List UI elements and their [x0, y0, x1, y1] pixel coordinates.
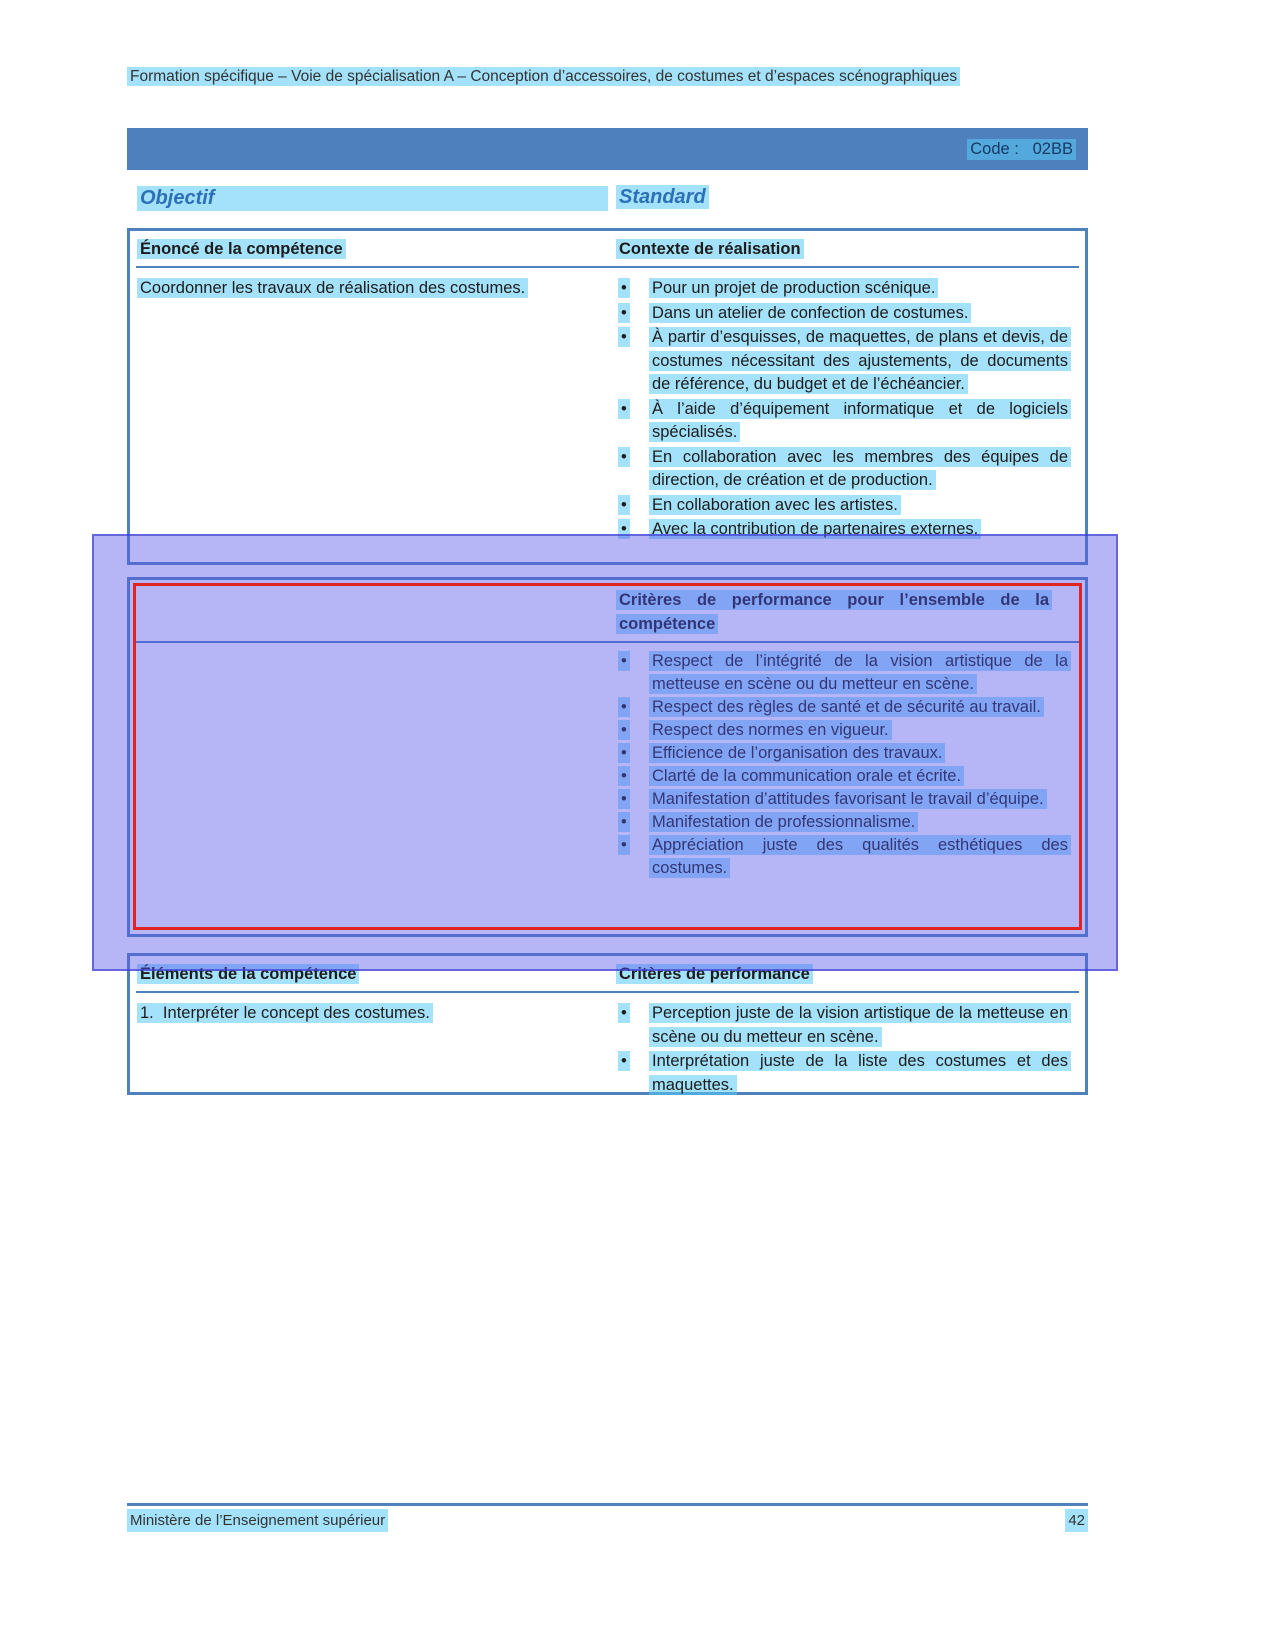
performance-criteria-table	[127, 577, 1088, 937]
objectif-heading	[137, 186, 608, 211]
list-item	[616, 765, 1071, 788]
bullet-icon: •	[618, 1003, 630, 1023]
list-item	[616, 446, 1071, 493]
bullet-icon: •	[618, 447, 630, 467]
bullet-icon: •	[618, 278, 630, 298]
list-item	[616, 277, 1071, 301]
table-header-rule	[136, 991, 1079, 993]
bullet-text: À partir d’esquisses, de maquettes, de plans et devis, de costumes nécessitant des ajustements, de documents de référence, du budget et de l’échéancier.	[649, 327, 1071, 394]
bullet-text: Respect de l’intégrité de la vision artistique de la metteuse en scène ou du metteur en scène.	[649, 651, 1071, 694]
list-item	[616, 811, 1071, 834]
header-cell-enonce	[130, 237, 616, 261]
criteria-bullet-list	[616, 650, 1085, 880]
bullet-icon: •	[618, 303, 630, 323]
bullet-text: Appréciation juste des qualités esthétiques des costumes.	[649, 835, 1071, 878]
list-item	[616, 1002, 1071, 1049]
bullet-text: Manifestation d’attitudes favorisant le travail d’équipe.	[649, 789, 1047, 809]
competence-statement: Coordonner les travaux de réalisation des costumes.	[137, 278, 528, 298]
header-cell-elements	[130, 962, 616, 986]
list-item	[616, 719, 1071, 742]
bullet-icon: •	[618, 651, 630, 671]
criteres-header-text: Critères de performance	[616, 964, 813, 984]
bullet-text: Efficience de l’organisation des travaux.	[649, 743, 945, 763]
criteres-bullet-list	[616, 1002, 1085, 1098]
header-cell-contexte	[616, 237, 1085, 261]
objectif-heading-text: Objectif	[137, 186, 608, 211]
enonce-header-text: Énoncé de la compétence	[137, 239, 346, 259]
bullet-text: En collaboration avec les artistes.	[649, 495, 901, 515]
bullet-text: Interprétation juste de la liste des costumes et des maquettes.	[649, 1051, 1071, 1095]
table-header-row	[130, 580, 1085, 636]
contexte-header-text: Contexte de réalisation	[616, 239, 804, 259]
code-label: Code : 02BB	[967, 139, 1076, 160]
table-header-rule	[136, 641, 1079, 643]
header-cell-criteres	[616, 962, 1085, 986]
footer-ministry-text: Ministère de l’Enseignement supérieur	[127, 1509, 388, 1532]
list-item	[616, 696, 1071, 719]
list-item	[616, 398, 1071, 445]
table-header-rule	[136, 266, 1079, 268]
list-item	[616, 518, 1071, 542]
bullet-text: Manifestation de professionnalisme.	[649, 812, 918, 832]
bullet-text: Dans un atelier de confection de costumes.	[649, 303, 971, 323]
bullet-icon: •	[618, 766, 630, 786]
bullet-icon: •	[618, 519, 630, 539]
running-header	[127, 66, 1127, 88]
bullet-text: Pour un projet de production scénique.	[649, 278, 938, 298]
competence-statement-cell	[130, 277, 616, 301]
bullet-icon: •	[618, 495, 630, 515]
enonce-contexte-table	[127, 228, 1088, 565]
bullet-text: En collaboration avec les membres des équipes de direction, de création et de production.	[649, 447, 1071, 491]
element-item-text: 1. Interpréter le concept des costumes.	[137, 1003, 433, 1023]
contexte-bullet-list	[616, 277, 1085, 543]
bullet-icon: •	[618, 327, 630, 347]
list-item	[616, 326, 1071, 397]
bullet-icon: •	[618, 697, 630, 717]
bullet-icon: •	[618, 720, 630, 740]
bullet-icon: •	[618, 835, 630, 855]
bullet-text: Avec la contribution de partenaires externes.	[649, 519, 981, 539]
table-body-row	[130, 650, 1085, 880]
page-footer	[127, 1509, 1088, 1532]
criteria-header-cell	[616, 588, 1085, 636]
running-header-text: Formation spécifique – Voie de spécialisation A – Conception d’accessoires, de costumes et d’espaces scénographiques	[127, 67, 960, 86]
table-header-row	[130, 231, 1085, 261]
table-header-row	[130, 956, 1085, 986]
bullet-text: Respect des règles de santé et de sécurité au travail.	[649, 697, 1044, 717]
bullet-icon: •	[618, 1051, 630, 1071]
list-item	[616, 834, 1071, 880]
bullet-icon: •	[618, 812, 630, 832]
standard-heading	[616, 186, 709, 209]
bullet-icon: •	[618, 789, 630, 809]
footer-rule	[127, 1503, 1088, 1506]
list-item	[616, 494, 1071, 518]
element-item-cell	[130, 1002, 616, 1026]
bullet-icon: •	[618, 743, 630, 763]
criteria-header-text: Critères de performance pour l’ensemble de la compétence	[616, 590, 1052, 634]
bullet-text: Clarté de la communication orale et écrite.	[649, 766, 964, 786]
standard-heading-text: Standard	[616, 185, 709, 209]
list-item	[616, 302, 1071, 326]
list-item	[616, 788, 1071, 811]
list-item	[616, 742, 1071, 765]
bullet-icon: •	[618, 399, 630, 419]
elements-criteria-table	[127, 953, 1088, 1095]
footer-page-number: 42	[1065, 1509, 1088, 1532]
table-body-row	[130, 277, 1085, 543]
bullet-text: À l’aide d’équipement informatique et de logiciels spécialisés.	[649, 399, 1071, 443]
bullet-text: Respect des normes en vigueur.	[649, 720, 892, 740]
table-body-row	[130, 1002, 1085, 1098]
list-item	[616, 650, 1071, 696]
list-item	[616, 1050, 1071, 1097]
bullet-text: Perception juste de la vision artistique de la metteuse en scène ou du metteur en scène.	[649, 1003, 1071, 1047]
elements-header-text: Éléments de la compétence	[137, 964, 359, 984]
code-banner	[127, 128, 1088, 170]
